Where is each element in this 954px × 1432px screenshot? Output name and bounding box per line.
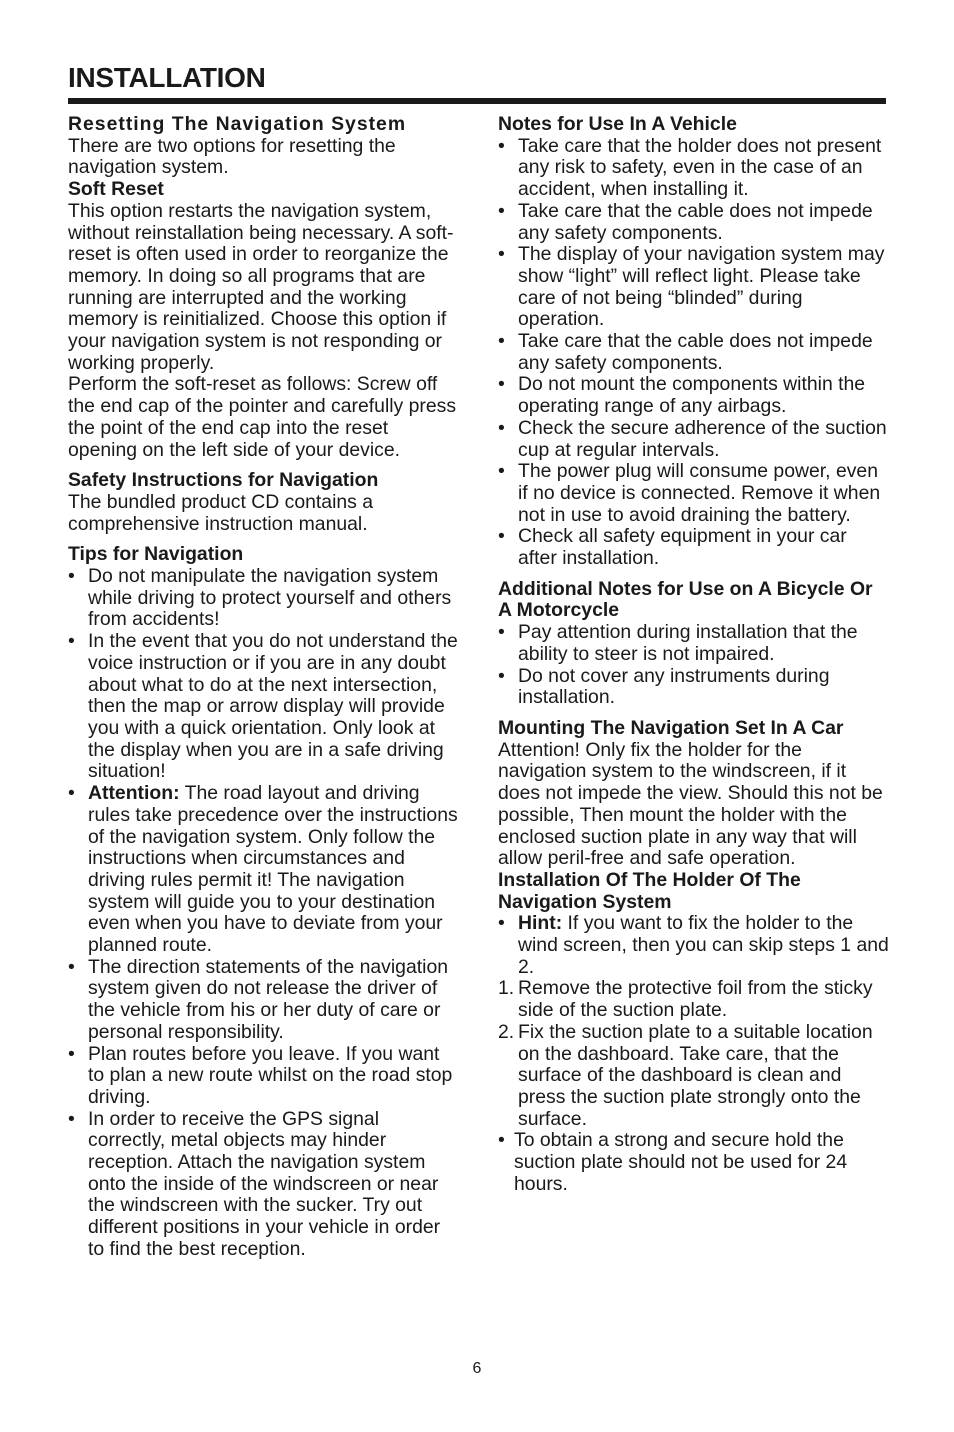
hint-text: If you want to fix the holder to the wind screen, then you can skip steps 1 and 2. [518,912,889,978]
step-item [498,978,890,1021]
attention-label: Attention: [88,782,180,805]
attention-text: The road layout and driving rules take precedence over the instructions of the navigation system. Only follow the instructions when circumstances and driving rules permit it! The navigation system will guide you to your destination even when you have to deviate from your planned route. [88,782,458,957]
soft-reset-paragraph-1: This option restarts the navigation system, without reinstallation being necessary. A soft-reset is often used in order to reorganize the memory. In doing so all programs that are running are interrupted and the working memory is reinitialized. Choose this option if your navigation system is not responding or working properly. [68,199,454,374]
bike-heading: Additional Notes for Use on A Bicycle Or A Motorcycle [498,577,873,622]
hint-label: Hint: [518,912,563,935]
list-item: • Take care that the cable does not impede any safety components. [498,201,890,244]
step-number: 1. [498,977,515,1000]
list-item: • Do not mount the components within the operating range of any airbags. [498,374,890,417]
right-column [498,114,890,1195]
list-item: • In the event that you do not understand the voice instruction or if you are in any doubt about what to do at the next intersection, then the map or arrow display will provide you with a quick orientation. Only look at the display when you are in a safe driving situation! [68,631,460,783]
vehicle-heading: Notes for Use In A Vehicle [498,113,737,135]
step-item [498,1022,890,1131]
list-item: • Check the secure adherence of the suction cup at regular intervals. [498,418,890,461]
page-number: 6 [472,1360,482,1377]
list-item: • The display of your navigation system may show “light” will reflect light. Please take care of not being “blinded” during operation. [498,244,890,331]
page-title: INSTALLATION [68,62,266,93]
list-item: • Do not cover any instruments during installation. [498,666,890,709]
holder-heading: Installation Of The Holder Of The Navigation System [498,868,801,913]
safety-text: The bundled product CD contains a comprehensive instruction manual. [68,490,374,535]
list-item: • Check all safety equipment in your car after installation. [498,526,890,569]
tips-heading: Tips for Navigation [68,543,244,566]
final-note-list [498,1130,890,1195]
hint-list [498,913,890,978]
list-item: • Take care that the cable does not impede any safety components. [498,331,890,374]
safety-heading: Safety Instructions for Navigation [68,469,379,492]
steps-list [498,978,890,1130]
list-item: • Do not manipulate the navigation system while driving to protect yourself and others from accidents! [68,566,460,631]
list-item: • In order to receive the GPS signal correctly, metal objects may hinder reception. Attach the navigation system onto the inside of the windscreen or near the windscreen with the sucker. Try out different positions in your vehicle in order to find the best reception. [68,1109,460,1261]
reset-heading: Resetting The Navigation System [68,113,407,135]
tips-list [68,566,460,1261]
mount-heading: Mounting The Navigation Set In A Car [498,716,844,739]
list-item: • The direction statements of the navigation system given do not release the driver of the vehicle from his or her duty of care or personal responsibility. [68,957,460,1044]
list-item: • The power plug will consume power, even if no device is connected. Remove it when not in use to avoid draining the battery. [498,461,890,526]
list-item: • Pay attention during installation that the ability to steer is not impaired. [498,622,890,665]
list-item: • Take care that the holder does not present any risk to safety, even in the case of an accident, when installing it. [498,136,890,201]
step-text: Remove the protective foil from the sticky side of the suction plate. [518,977,873,1022]
list-item [68,783,460,957]
list-item: • Plan routes before you leave. If you want to plan a new route whilst on the road stop driving. [68,1044,460,1109]
bike-notes-list [498,622,890,709]
left-column [68,114,460,1261]
step-text: Fix the suction plate to a suitable location on the dashboard. Take care, that the surface of the dashboard is clean and press the suction plate strongly onto the surface. [518,1020,873,1130]
vehicle-notes-list [498,136,890,570]
list-item [498,913,890,978]
step-number: 2. [498,1020,515,1043]
soft-reset-paragraph-2: Perform the soft-reset as follows: Screw off the end cap of the pointer and carefully press the point of the end cap into the reset opening on the left side of your device. [68,373,457,461]
reset-intro: There are two options for resetting the navigation system. [68,134,396,179]
list-item: • To obtain a strong and secure hold the suction plate should not be used for 24 hours. [498,1130,890,1195]
mount-text: Attention! Only fix the holder for the navigation system to the windscreen, if it does not impede the view. Should this not be possible, Then mount the holder with the enclosed suction plate in any way that will allow peril-free and safe operation. [498,738,883,870]
title-rule [68,98,886,104]
soft-reset-heading: Soft Reset [68,178,164,201]
